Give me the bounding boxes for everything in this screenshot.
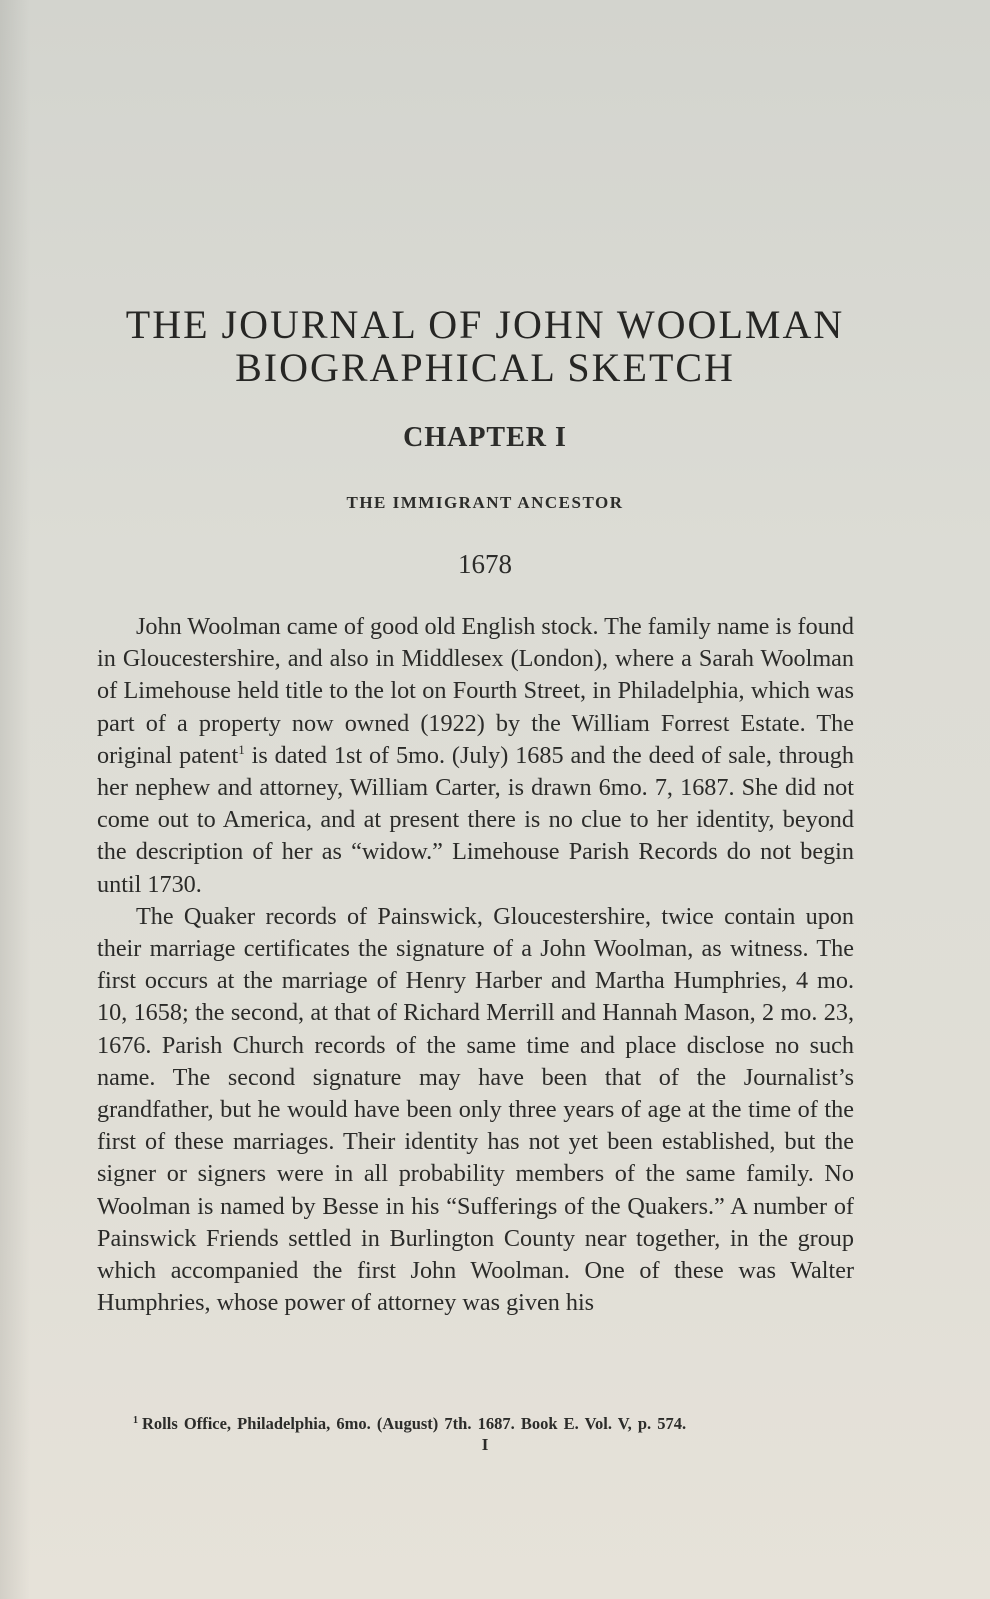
paragraph-1 bbox=[97, 611, 854, 901]
chapter-heading: CHAPTER I bbox=[403, 422, 567, 453]
footnote-marker: 1 bbox=[133, 1414, 138, 1426]
page-number: I bbox=[481, 1435, 489, 1454]
section-heading: THE IMMIGRANT ANCESTOR bbox=[346, 493, 624, 512]
paragraph-1-part-1: John Woolman came of good old English stock. The family name is found in Gloucestershire, and also in Middlesex (London), where a Sarah Woolman of Limehouse held title to the lot on Fourth Street, in Philadelphia, which was part of a property now owned (1922) by the William Forrest Estate. The original patent bbox=[97, 613, 854, 769]
book-title: THE JOURNAL OF JOHN WOOLMAN bbox=[125, 302, 845, 347]
footnote-text: Rolls Office, Philadelphia, 6mo. (August) 7th. 1687. Book E. Vol. V, p. 574. bbox=[142, 1414, 687, 1433]
footnote-reference: 1 bbox=[238, 741, 245, 757]
footnote bbox=[133, 1414, 868, 1434]
section-year: 1678 bbox=[458, 549, 512, 579]
paragraph-2: The Quaker records of Painswick, Gloucestershire, twice contain upon their marriage certificates the signature of a John Woolman, as witness. The first occurs at the marriage of Henry Harber and Martha Humphries, 4 mo. 10, 1658; the second, at that of Richard Merrill and Hannah Mason, 2 mo. 23, 1676. Parish Church records of the same time and place disclose no such name. The second signature may have been that of the Journalist’s grandfather, but he would have been only three years of age at the time of the first of these marriages. Their identity has not yet been established, but the signer or signers were in all probability members of the same family. No Woolman is named by Besse in his “Sufferings of the Quakers.” A number of Painswick Friends settled in Burlington County near together, in the group which accompanied the first John Woolman. One of these was Walter Humphries, whose power of attorney was given his bbox=[97, 902, 854, 1317]
body-text bbox=[97, 611, 854, 1319]
book-subtitle: BIOGRAPHICAL SKETCH bbox=[235, 345, 735, 390]
paragraph-1-part-2: is dated 1st of 5mo. (July) 1685 and the deed of sale, through her nephew and attorney, William Carter, is drawn 6mo. 7, 1687. She did not come out to America, and at present there is no clue to her identity, beyond the description of her as “widow.” Limehouse Parish Records do not begin until 1730. bbox=[97, 741, 854, 898]
